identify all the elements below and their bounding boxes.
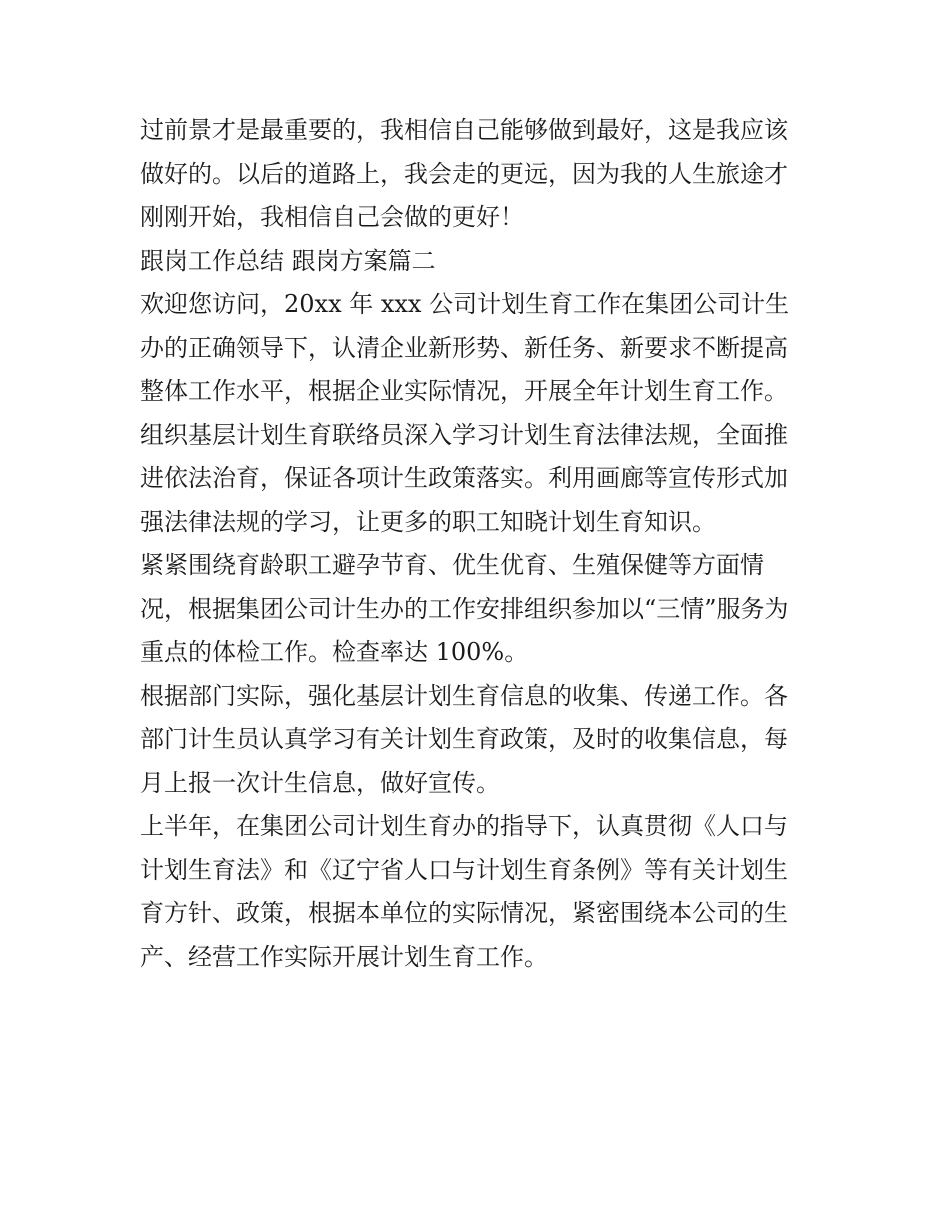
text-line: 强法律法规的学习，让更多的职工知晓计划生育知识。 [140,507,716,536]
text-line: 刚刚开始，我相信自己会做的更好！ [140,203,524,231]
text-line: 过前景才是最重要的，我相信自己能够做到最好，这是我应该 [140,116,788,144]
document-body [140,109,816,979]
text-line: 办的正确领导下，认清企业新形势、新任务、新要求不断提高 [140,333,788,362]
text-line: 整体工作水平，根据企业实际情况，开展全年计划生育工作。 [140,377,788,405]
text-line: 上半年，在集团公司计划生育办的指导下，认真贯彻《人口与 [140,812,788,840]
text-line: 组织基层计划生育联络员深入学习计划生育法律法规，全面推 [140,420,788,449]
section-heading: 跟岗工作总结 跟岗方案篇二 [140,246,436,275]
text-line: 月上报一次计生信息，做好宣传。 [140,768,500,797]
text-line: 进依法治育，保证各项计生政策落实。利用画廊等宣传形式加 [140,464,788,492]
text-line: 紧紧围绕育龄职工避孕节育、优生优育、生殖保健等方面情 [140,551,764,579]
text-line: 根据部门实际，强化基层计划生育信息的收集、传递工作。各 [140,681,788,710]
text-line: 产、经营工作实际开展计划生育工作。 [140,942,548,971]
text-line: 部门计生员认真学习有关计划生育政策，及时的收集信息，每 [140,725,788,753]
text-line: 计划生育法》和《辽宁省人口与计划生育条例》等有关计划生 [140,855,788,884]
text-line: 重点的体检工作。检查率达 100%。 [140,638,529,666]
text-line: 况，根据集团公司计生办的工作安排组织参加以“三情”服务为 [140,594,789,623]
text-line: 欢迎您访问，20xx 年 xxx 公司计划生育工作在集团公司计生 [140,290,790,318]
text-line: 做好的。以后的道路上，我会走的更远，因为我的人生旅途才 [140,159,788,188]
text-line: 育方针、政策，根据本单位的实际情况，紧密围绕本公司的生 [140,899,788,927]
